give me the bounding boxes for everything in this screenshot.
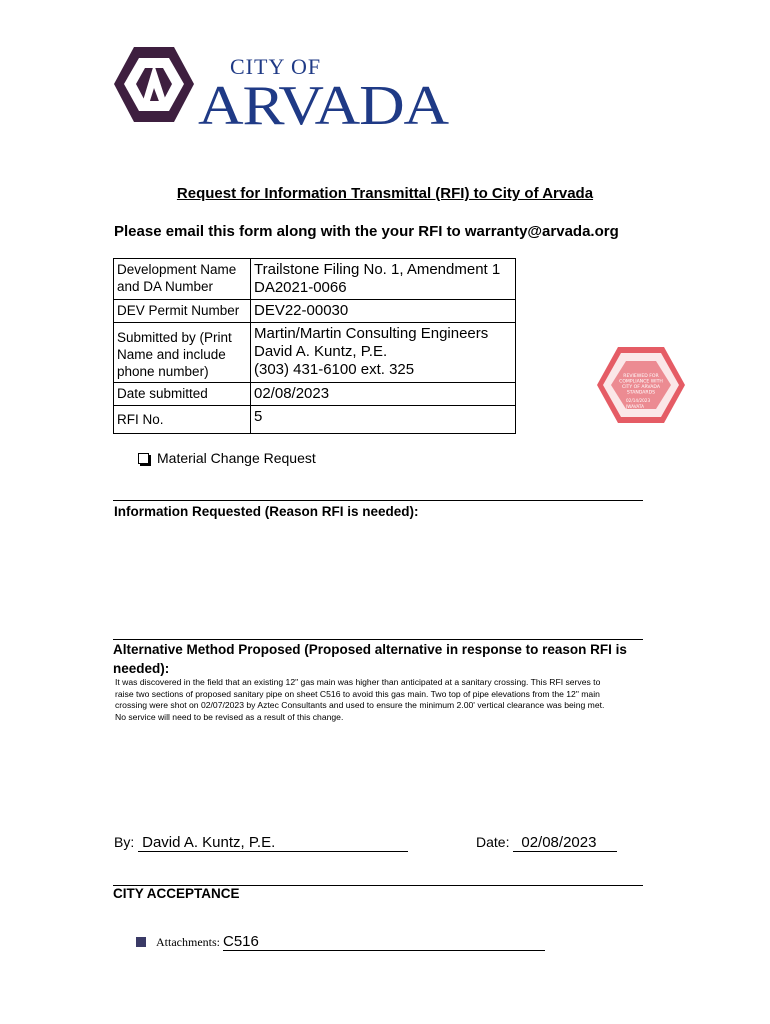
material-change-checkbox[interactable]	[138, 453, 149, 464]
table-row	[114, 383, 516, 406]
by-row	[114, 834, 408, 852]
divider	[113, 500, 643, 501]
alternative-method-text: It was discovered in the field that an existing 12" gas main was higher than anticipated at a sanitary crossing. This RFI serves to raise two sections of proposed sanitary pipe on sheet C516 to avoid this gas main. Two top of pipe elevations from the 12" main crossing were shot on 02/07/2023 by Aztec Consultants and used to ensure the minimum 2.00' vertical clearance was being met. No service will need to be revised as a result of this change.	[115, 677, 605, 722]
stamp-line-4: STANDARDS	[626, 390, 656, 396]
date-submitted-value: 02/08/2023	[251, 383, 516, 406]
table-row	[114, 323, 516, 383]
attachments-row	[136, 933, 545, 951]
stamp-line-3: CITY OF ARVADA	[621, 385, 661, 390]
stamp-line-5: 02/14/2023	[626, 398, 651, 403]
attachments-checkbox[interactable]	[136, 937, 146, 947]
stamp-line-6: JWAVATA	[626, 404, 644, 409]
email-instruction: Please email this form along with the your RFI to warranty@arvada.org	[114, 223, 619, 240]
rfi-info-table	[113, 258, 516, 434]
submitted-by-value: Martin/Martin Consulting Engineers David A. Kuntz, P.E. (303) 431-6100 ext. 325	[251, 323, 516, 383]
stamp-line-2: COMPLIANCE WITH	[619, 379, 663, 385]
permit-label: DEV Permit Number	[114, 300, 251, 323]
date-row	[476, 834, 617, 852]
by-field[interactable]: David A. Kuntz, P.E.	[138, 834, 408, 852]
information-requested-heading: Information Requested (Reason RFI is needed):	[114, 504, 419, 519]
by-label: By:	[114, 834, 135, 850]
date-submitted-label: Date submitted	[114, 383, 251, 406]
stamp-line-1: REVIEWED FOR	[623, 374, 659, 379]
logo-arvada: ARVADA	[198, 75, 450, 132]
material-change-label: Material Change Request	[157, 450, 316, 466]
material-change-row	[138, 450, 316, 466]
dev-name-value: Trailstone Filing No. 1, Amendment 1 DA2021-0066	[251, 259, 516, 300]
table-row	[114, 406, 516, 434]
attachments-field[interactable]: C516	[223, 933, 545, 951]
rfi-number-value: 5	[251, 406, 516, 434]
form-title: Request for Information Transmittal (RFI) to City of Arvada	[176, 185, 594, 202]
city-of-arvada-logo	[112, 42, 452, 132]
permit-value: DEV22-00030	[251, 300, 516, 323]
rfi-number-label: RFI No.	[114, 406, 251, 434]
dev-name-label: Development Name and DA Number	[114, 259, 251, 300]
attachments-label: Attachments:	[156, 935, 220, 949]
logo-city-of: CITY OF	[230, 54, 322, 79]
table-row	[114, 300, 516, 323]
date-label: Date:	[476, 834, 510, 850]
table-row	[114, 259, 516, 300]
date-field[interactable]: 02/08/2023	[513, 834, 617, 852]
review-stamp	[596, 345, 686, 425]
alternative-method-heading: Alternative Method Proposed (Proposed alternative in response to reason RFI is needed):	[113, 642, 627, 676]
submitted-by-label: Submitted by (Print Name and include phone number)	[114, 323, 251, 383]
city-acceptance-heading: CITY ACCEPTANCE	[113, 886, 240, 901]
